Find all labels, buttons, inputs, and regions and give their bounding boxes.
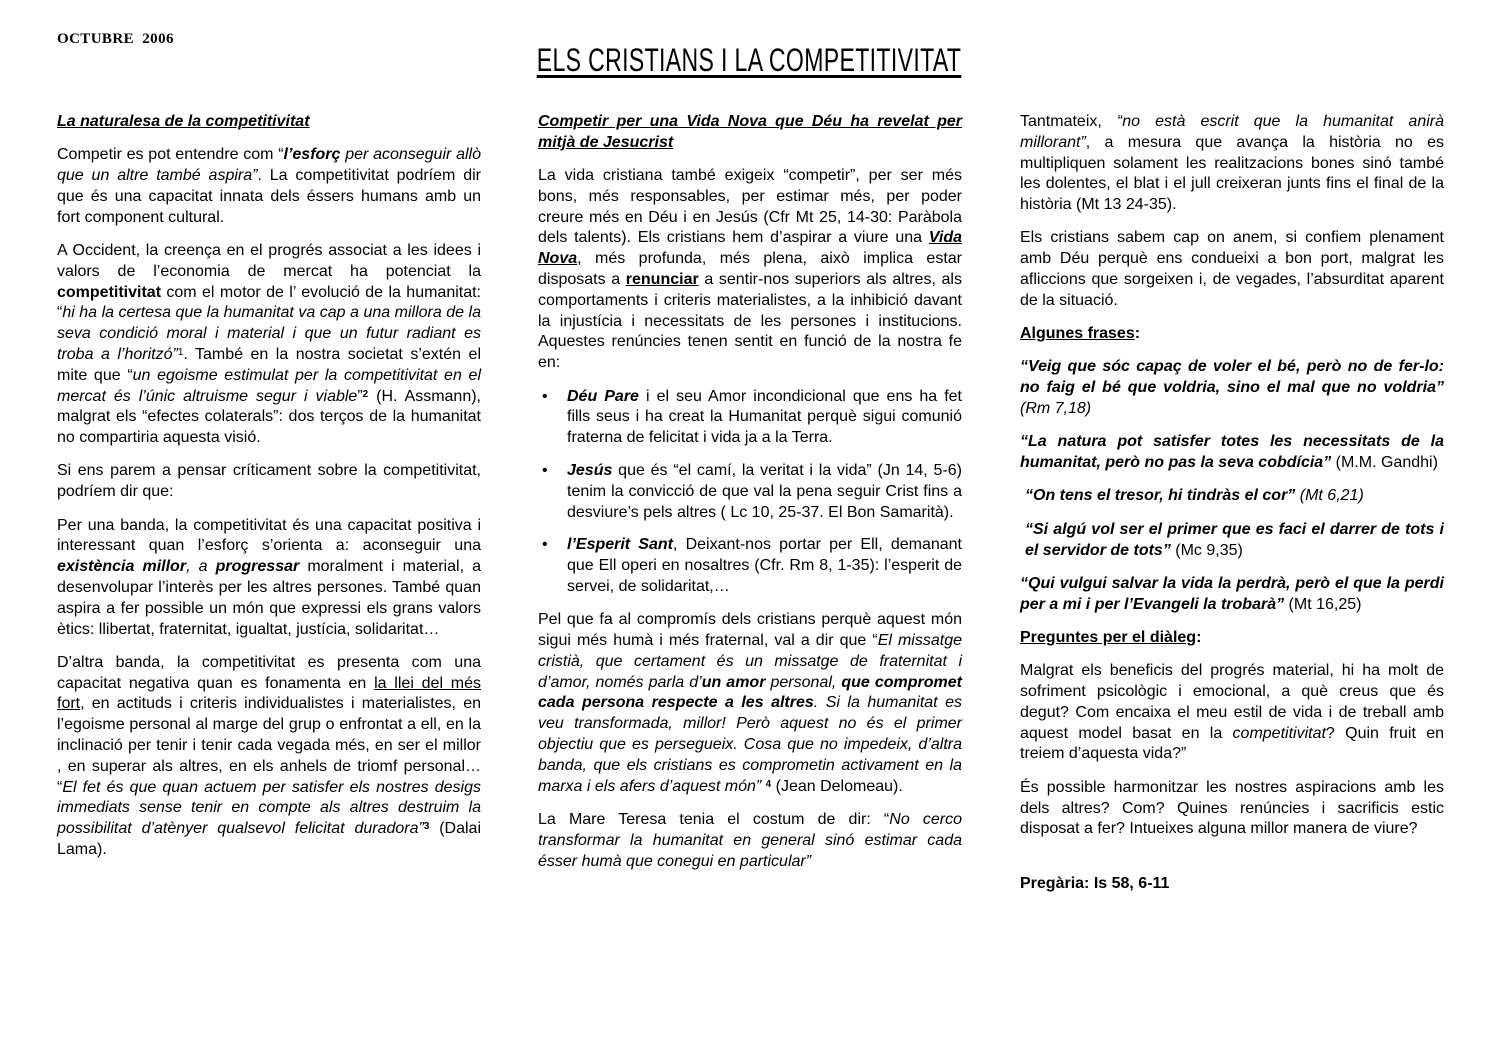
text-run: (Rm 7,18) xyxy=(1020,400,1092,418)
paragraph xyxy=(1020,228,1444,311)
text-run: Jesús xyxy=(567,461,613,479)
paragraph xyxy=(57,145,481,228)
paragraph xyxy=(538,810,962,872)
text-run: Els cristians sabem cap on anem, si confiem plenament amb Déu perquè ens condueixi a bon port, malgrat les afliccions que sorgeixen i, de vegades, l’absurditat aparent de la situació. xyxy=(1020,229,1444,309)
paragraph xyxy=(538,610,962,797)
section-heading xyxy=(57,112,481,133)
text-run: moralment i material, a desenvolupar l’interès per les altres persones. També quan aspira a fer possible un món que expressi els grans valors ètics: llibertat, fraternitat, igualtat, justícia, solidaritat… xyxy=(57,558,482,638)
text-run: La vida cristiana també exigeix “competir”, per ser més bons, més responsables, per estimar més, per poder creure més en Déu i en Jesús (Cfr Mt 25, 14-30: Paràbola dels talents). Els cristians hem d’aspirar a viure una xyxy=(538,167,962,247)
footnote-marker: 4 xyxy=(765,778,772,790)
text-run: Per una banda, la competitivitat és una capacitat positiva i interessant quan l’esforç s’orienta a: aconseguir una xyxy=(57,516,481,555)
header-date: OCTUBRE 2006 xyxy=(57,31,174,47)
text-run: La Mare Teresa tenia el costum de dir: “ xyxy=(538,810,890,828)
text-run: . Si la humanitat es veu transformada, millor! Però aquest no és el primer objectiu que es persegueix. Cosa que no impedeix, d’altra banda, que els cristians es comprometin activament en la marxa i els afers d’aquest món” xyxy=(538,694,962,795)
page-title: ELS CRISTIANS I LA COMPETITIVITAT xyxy=(536,42,961,78)
text-run: , Deixant-nos portar per Ell, demanant que Ell operi en nosaltres (Cfr. Rm 8, 1-35): l’esperit de servei, de solidaritat,… xyxy=(567,536,963,595)
text-run: (M.M. Gandhi) xyxy=(1331,454,1438,472)
text-run: És possible harmonitzar les nostres aspiracions amb les dels altres? Com? Quines renúncies i sacrificis estic disposat a fer? Intueixes alguna millor manera de viure? xyxy=(1020,778,1444,838)
text-run: la llei del més fort xyxy=(57,674,481,713)
text-run: (Mt 16,25) xyxy=(1284,595,1362,613)
text-run: Competir es pot entendre com “ xyxy=(57,146,284,164)
text-run: (Dalai Lama). xyxy=(57,820,482,858)
text-run: competitivitat xyxy=(57,283,162,301)
text-run: progressar xyxy=(215,558,300,576)
text-run: hi ha la certesa que la humanitat va cap a una millora de la seva condició moral i material i que un futur radiant es troba a l’horitzó” xyxy=(57,304,481,363)
text-run: com el motor de l’ evolució de la humanitat: “ xyxy=(57,283,481,322)
text-run: a sentir-nos superiors als altres, als comportaments i criteris materialistes, a la inhibició davant la injustícia i necessitats de les persones i institucions. Aquestes renúncies tenen sentit en funció de la nostra fe en: xyxy=(538,271,962,372)
paragraph xyxy=(1020,112,1444,216)
text-run: Pregària: Is 58, 6-11 xyxy=(1020,875,1170,893)
text-run: : xyxy=(1134,325,1141,343)
footnote-marker: 3 xyxy=(423,821,430,833)
text-run: Pel que fa al compromís dels cristians perquè aquest món sigui més humà i més fraternal, val a dir que “ xyxy=(538,611,962,650)
text-run: ? Quin fruit en treiem d’aquesta vida?” xyxy=(1020,724,1445,763)
paragraph xyxy=(1020,486,1444,507)
bullet-item xyxy=(567,535,962,597)
text-run: que és “el camí, la veritat i la vida” (Jn 14, 5-6) tenim la convicció de que val la pena seguir Crist fins a desviure’s pels altres ( Lc 10, 25-37. El Bon Samarità). xyxy=(567,461,962,521)
paragraph xyxy=(1020,661,1444,765)
text-run: “Veig que sóc capaç de voler el bé, però no de fer-lo: no faig el bé que voldria, sino el mal que no voldria” xyxy=(1020,358,1444,397)
text-run: renunciar xyxy=(625,271,699,289)
paragraph xyxy=(57,241,481,449)
paragraph xyxy=(57,516,481,641)
text-run: : xyxy=(1196,628,1202,646)
text-run: un amor xyxy=(701,673,766,691)
text-run: (Mt 6,21) xyxy=(1299,487,1364,505)
column-2 xyxy=(538,112,962,885)
text-run: A Occident, la creença en el progrés associat a les idees i valors de l’economia de mercat ha potenciat la xyxy=(57,241,481,280)
bullet-item xyxy=(567,387,962,449)
text-run: ” xyxy=(357,387,363,405)
text-run: Malgrat els beneficis del progrés material, hi ha molt de sofriment psicològic i emocional, a què creus que és degut? Com encaixa el meu estil de vida i de treball amb aquest model basat en la xyxy=(1020,662,1444,742)
bullet-list xyxy=(538,387,962,598)
footnote-marker: 2 xyxy=(362,388,369,400)
section-heading xyxy=(1020,324,1444,345)
text-run: . La competitivitat podríem dir que és una capacitat innata dels éssers humans amb un fort component cultural. xyxy=(57,167,481,226)
paragraph xyxy=(1020,574,1444,616)
column-1 xyxy=(57,112,481,873)
paragraph xyxy=(1020,874,1444,895)
text-run: (Jean Delomeau). xyxy=(771,777,903,795)
text-run: l’esforç xyxy=(283,146,341,164)
text-run: . També en la nostra societat s’extén el mite que “ xyxy=(57,345,482,384)
text-run: El missatge cristià, que certament és un missatge de fraternitat i d’amor, només parla d’ xyxy=(538,632,962,691)
text-run: l’Esperit Sant xyxy=(567,536,673,554)
text-run: personal, xyxy=(765,673,842,691)
text-run: existència millor xyxy=(57,558,187,576)
bullet-item xyxy=(567,461,962,523)
paragraph xyxy=(538,166,962,374)
text-run: competitivitat xyxy=(1232,724,1326,742)
text-run: El fet és que quan actuem per satisfer els nostres desigs immediats sense tenir en compte als altres destruim la possibilitat d’atènyer qualsevol felicitat duradora” xyxy=(57,778,481,838)
section-heading xyxy=(1020,628,1444,649)
text-run: que compromet cada persona respecte a les altres xyxy=(538,673,963,712)
text-run: “Qui vulgui salvar la vida la perdrà, però el que la perdi per a mi i per l’Evangeli la trobarà” xyxy=(1020,574,1444,613)
text-run: “Si algú vol ser el primer que es faci el darrer de tots i el servidor de tots” xyxy=(1025,520,1444,559)
paragraph xyxy=(57,653,481,861)
text-run: Algunes frases xyxy=(1020,325,1135,343)
text-run: D’altra banda, la competitivitat es presenta com una capacitat negativa quan es fonamenta en xyxy=(57,653,481,692)
text-run: Si ens parem a pensar críticament sobre la competitivitat, podríem dir que: xyxy=(57,462,481,501)
column-3 xyxy=(1020,112,1444,907)
text-run: per aconseguir allò que un altre també aspira” xyxy=(57,146,481,185)
footnote-marker: 1 xyxy=(177,347,184,359)
text-run: Déu Pare xyxy=(567,387,639,405)
paragraph xyxy=(1020,778,1444,840)
text-run: “On tens el tresor, hi tindràs el cor” xyxy=(1025,487,1296,505)
text-run: Tantmateix, xyxy=(1020,113,1117,130)
text-run: , en actituds i criteris individualistes i materialistes, en l’egoisme personal al marge del grup o enfrontat a ell, en la inclinació per tenir i tenir cada vegada més, en ser el millor , en superar als altres, en els anhels de triomf personal… “ xyxy=(57,695,481,796)
section-heading xyxy=(538,112,962,154)
text-run: , més profunda, més plena, això implica estar disposats a xyxy=(538,250,962,289)
text-run: i el seu Amor incondicional que ens ha fet fills seus i ha creat la Humanitat perquè sigui comunió fraterna de felicitat i vida ja a la Terra. xyxy=(567,387,962,447)
paragraph xyxy=(57,461,481,503)
text-run: un egoisme estimulat per la competitivitat en el mercat és l’únic altruisme segur i viable xyxy=(57,366,481,405)
text-run: Vida Nova xyxy=(538,229,962,268)
text-run: , a xyxy=(186,558,216,576)
text-run: “La natura pot satisfer totes les necessitats de la humanitat, però no pas la seva cobdícia” xyxy=(1020,433,1444,472)
text-run: (Mc 9,35) xyxy=(1170,541,1243,559)
text-run: , a mesura que avança la història no es multipliquen solament les realitzacions bones sinó també les dolentes, el blat i el jull creixeran junts fins el final de la història (Mt 13 24-35). xyxy=(1020,133,1444,214)
text-run: Preguntes per el diàleg xyxy=(1020,628,1197,646)
paragraph xyxy=(1020,432,1444,474)
text-run: No cerco transformar la humanitat en general sinó estimar cada ésser humà que conegui en particular” xyxy=(538,810,962,870)
text-run: La naturalesa de la competitivitat xyxy=(57,113,310,130)
text-run: “no està escrit que la humanitat anirà millorant” xyxy=(1020,113,1444,151)
paragraph xyxy=(1020,357,1444,419)
text-run: (H. Assmann), malgrat els “efectes colaterals”: dos terços de la humanitat no compartiria aquesta visió. xyxy=(57,387,481,447)
paragraph xyxy=(1020,520,1444,562)
text-run: Competir per una Vida Nova que Déu ha revelat per mitjà de Jesucrist xyxy=(538,113,962,151)
